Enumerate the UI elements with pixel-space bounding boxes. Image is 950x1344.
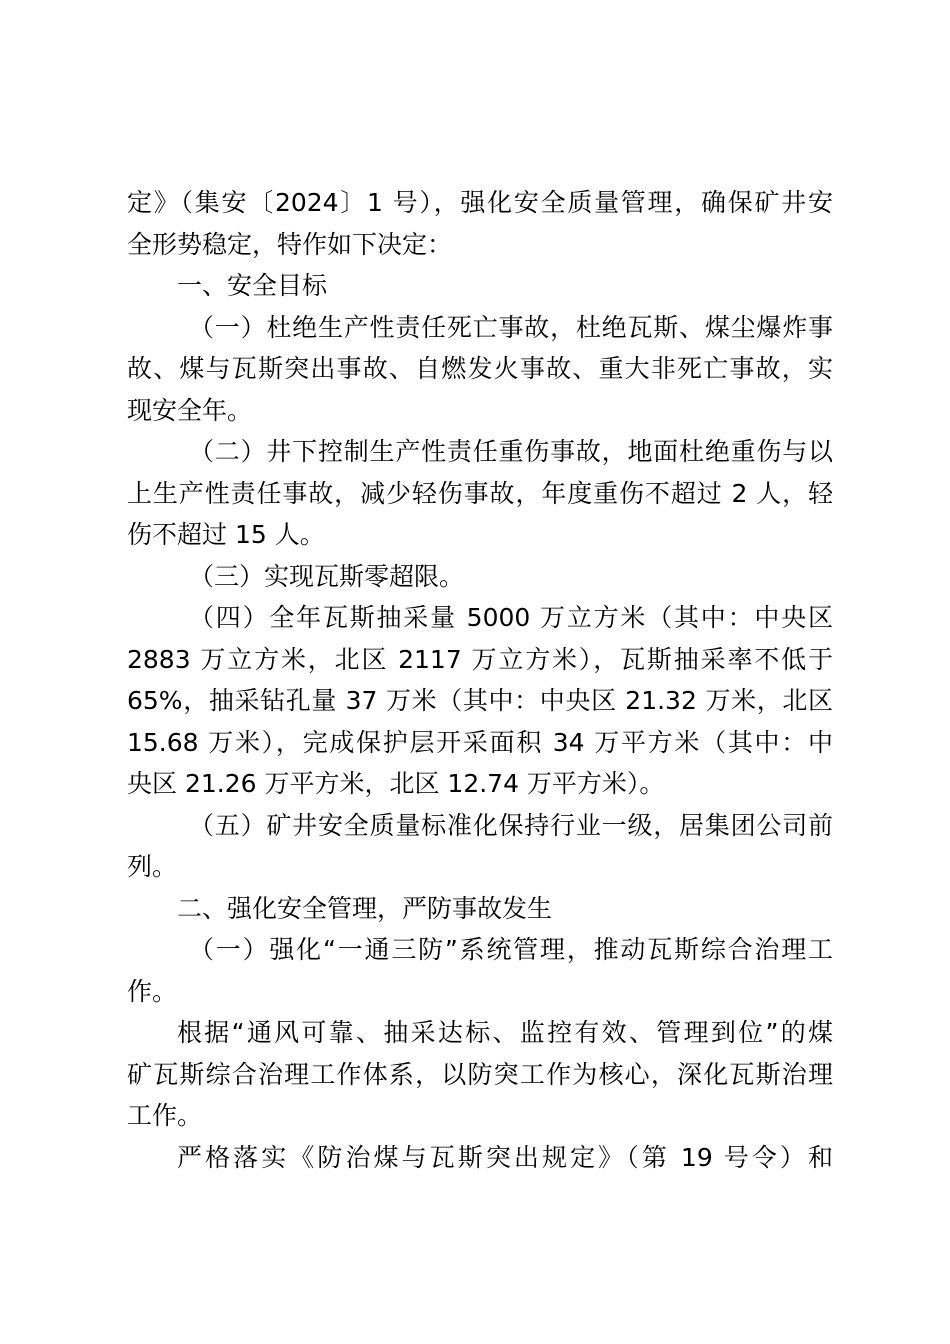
document-body: [127, 182, 833, 1178]
text-line: （三）实现瓦斯零超限。: [189, 561, 465, 591]
text-line: 故、煤与瓦斯突出事故、自燃发火事故、重大非死亡事故，实: [127, 354, 833, 383]
text-line: 定》（集安〔2024〕1 号），强化安全质量管理，确保矿井安: [127, 188, 833, 217]
text-line: 65%，抽采钻孔量 37 万米（其中：中央区 21.32 万米，北区: [127, 686, 833, 715]
text-line: 2883 万立方米，北区 2117 万立方米），瓦斯抽采率不低于: [127, 644, 833, 674]
text-line: 央区 21.26 万平方米，北区 12.74 万平方米）。: [127, 769, 665, 798]
text-line: 根据“通风可靠、抽采达标、监控有效、管理到位”的煤: [177, 1018, 833, 1047]
section-heading: 二、强化安全管理，严防事故发生: [177, 893, 553, 923]
section-heading: 一、安全目标: [177, 271, 328, 300]
text-line: 伤不超过 15 人。: [127, 520, 325, 549]
text-line: 上生产性责任事故，减少轻伤事故，年度重伤不超过 2 人，轻: [127, 478, 833, 508]
text-line: （四）全年瓦斯抽采量 5000 万立方米（其中：中央区: [189, 603, 833, 632]
text-line: 矿瓦斯综合治理工作体系，以防突工作为核心，深化瓦斯治理: [127, 1059, 833, 1089]
text-line: 现安全年。: [127, 395, 253, 425]
text-line: 严格落实《防治煤与瓦斯突出规定》（第 19 号令）和: [177, 1142, 833, 1172]
text-line: （一）强化“一通三防”系统管理，推动瓦斯综合治理工: [189, 935, 833, 964]
text-line: 15.68 万米），完成保护层开采面积 34 万平方米（其中：中: [127, 727, 833, 757]
text-line: 作。: [127, 976, 178, 1006]
text-line: 列。: [127, 852, 178, 881]
text-line: 工作。: [127, 1101, 203, 1130]
text-line: 全形势稳定，特作如下决定：: [127, 229, 453, 259]
text-line: （五）矿井安全质量标准化保持行业一级，居集团公司前: [189, 810, 833, 840]
text-line: （二）井下控制生产性责任重伤事故，地面杜绝重伤与以: [189, 437, 833, 466]
text-line: （一）杜绝生产性责任死亡事故，杜绝瓦斯、煤尘爆炸事: [189, 312, 833, 342]
